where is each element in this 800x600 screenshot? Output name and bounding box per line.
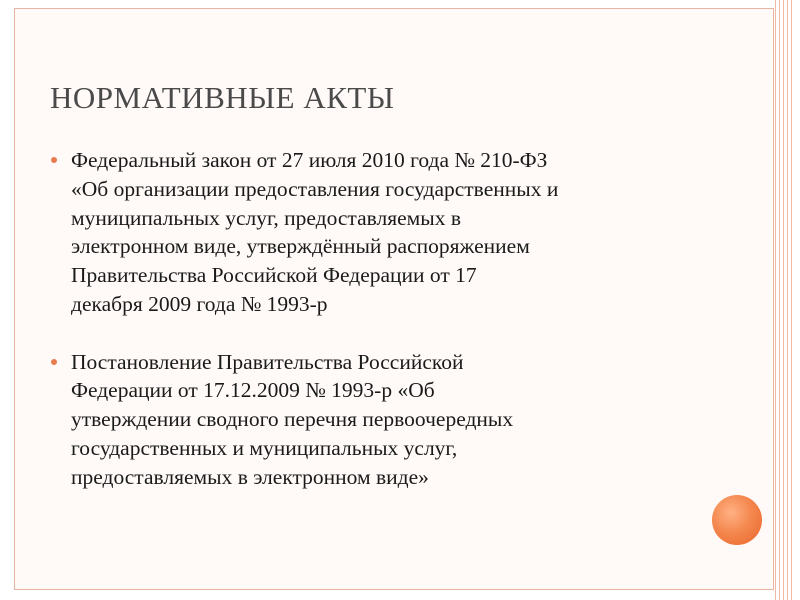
strip-line (787, 0, 788, 600)
slide-title: НОРМАТИВНЫЕ АКТЫ (50, 80, 395, 115)
text-line: Постановление Правительства Российской (71, 349, 464, 374)
text-line: государственных и муниципальных услуг, (71, 435, 458, 460)
strip-line (779, 0, 780, 600)
text-line: декабря 2009 года № 1993-р (71, 291, 328, 316)
text-line: Федерации от 17.12.2009 № 1993-р «Об (71, 378, 435, 403)
bullet-text (71, 348, 728, 492)
strip-line (783, 0, 784, 600)
text-line: «Об организации предоставления государственных и (71, 176, 559, 201)
strip-line (791, 0, 792, 600)
text-line: муниципальных услуг, предоставляемых в (71, 205, 461, 230)
decorative-circle (712, 495, 762, 545)
strip-line (775, 0, 776, 600)
text-line: электронном виде, утверждённый распоряжением (71, 234, 530, 259)
text-line: утверждении сводного перечня первоочередных (71, 407, 514, 432)
decorative-strip (775, 0, 795, 600)
bullet-icon (51, 359, 57, 365)
bullet-text (71, 146, 728, 319)
bullet-item-1 (48, 146, 728, 319)
text-line: Федеральный закон от 27 июля 2010 года № 210-ФЗ (71, 148, 548, 172)
text-line: Правительства Российской Федерации от 17 (71, 263, 477, 288)
slide-content (48, 146, 728, 520)
text-line: предоставляемых в электронном виде» (71, 464, 429, 489)
bullet-icon (51, 157, 57, 163)
bullet-item-2 (48, 348, 728, 492)
